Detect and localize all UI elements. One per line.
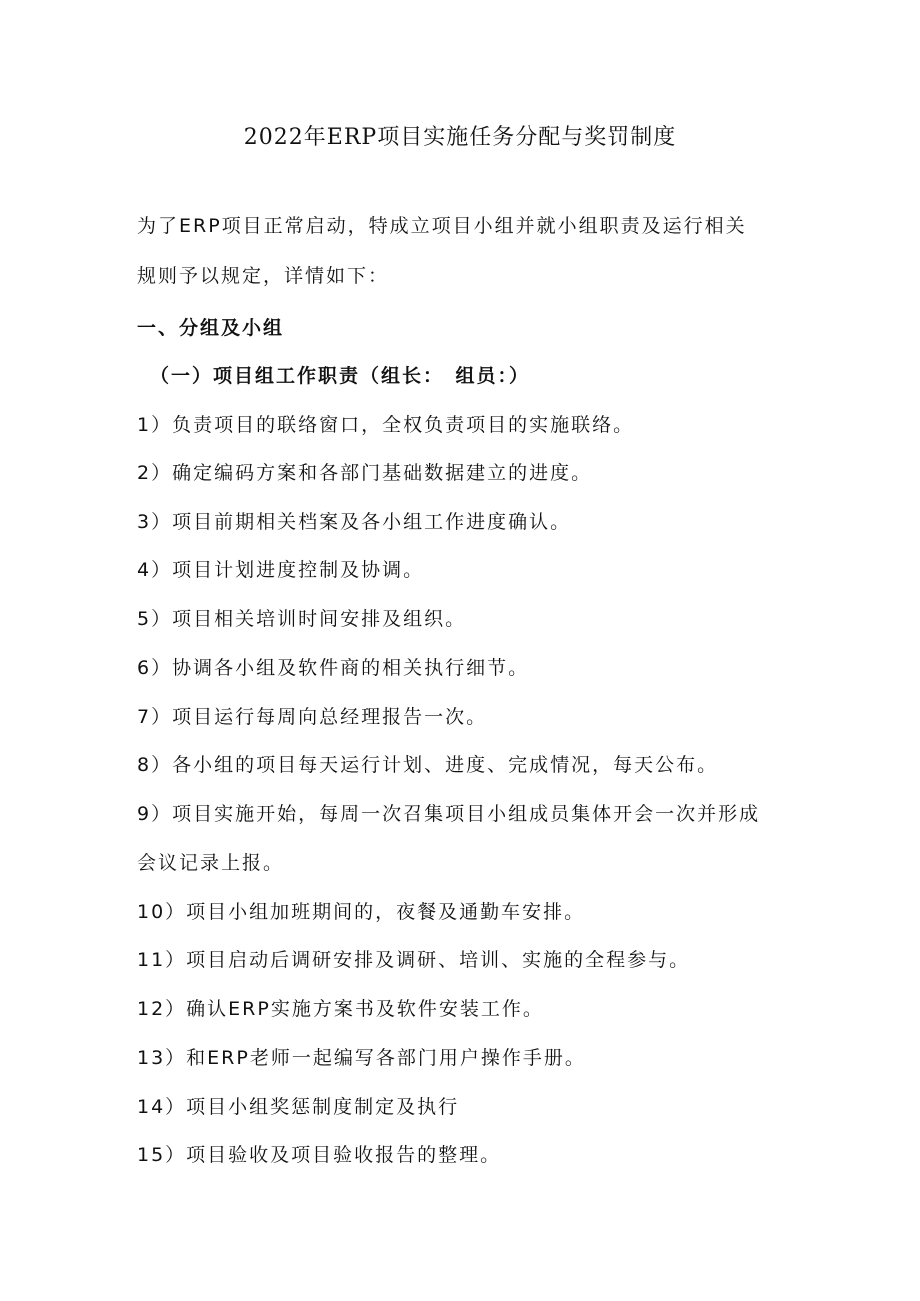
list-item: 会议记录上报。: [137, 852, 285, 874]
intro-line-1: 为了ERP项目正常启动，特成立项目小组并就小组职责及运行相关: [137, 215, 747, 237]
list-item: 14）项目小组奖惩制度制定及执行: [137, 1096, 460, 1118]
list-item: 8）各小组的项目每天运行计划、进度、完成情况，每天公布。: [137, 754, 719, 776]
list-item: 10）项目小组加班期间的，夜餐及通勤车安排。: [137, 901, 586, 923]
document-title: 2022年ERP项目实施任务分配与奖罚制度: [243, 125, 677, 150]
list-item: 11）项目启动后调研安排及调研、培训、实施的全程参与。: [137, 949, 691, 971]
list-item: 7）项目运行每周向总经理报告一次。: [137, 706, 488, 728]
list-item: 13）和ERP老师一起编写各部门用户操作手册。: [137, 1047, 586, 1069]
list-item: 3）项目前期相关档案及各小组工作进度确认。: [137, 511, 572, 533]
list-item: 6）协调各小组及软件商的相关执行细节。: [137, 657, 530, 679]
subsection-heading: （一）项目组工作职责（组长： 组员：）: [150, 365, 531, 387]
list-item: 2）确定编码方案和各部门基础数据建立的进度。: [137, 462, 593, 484]
list-item: 12）确认ERP实施方案书及软件安装工作。: [137, 998, 544, 1020]
intro-line-2: 规则予以规定，详情如下：: [137, 265, 390, 287]
list-item: 15）项目验收及项目验收报告的整理。: [137, 1144, 502, 1166]
list-item: 5）项目相关培训时间安排及组织。: [137, 608, 467, 630]
section-heading: 一、分组及小组: [137, 317, 285, 339]
list-item: 1）负责项目的联络窗口，全权负责项目的实施联络。: [137, 414, 635, 436]
list-item: 9）项目实施开始，每周一次召集项目小组成员集体开会一次并形成: [137, 803, 761, 825]
list-item: 4）项目计划进度控制及协调。: [137, 559, 425, 581]
